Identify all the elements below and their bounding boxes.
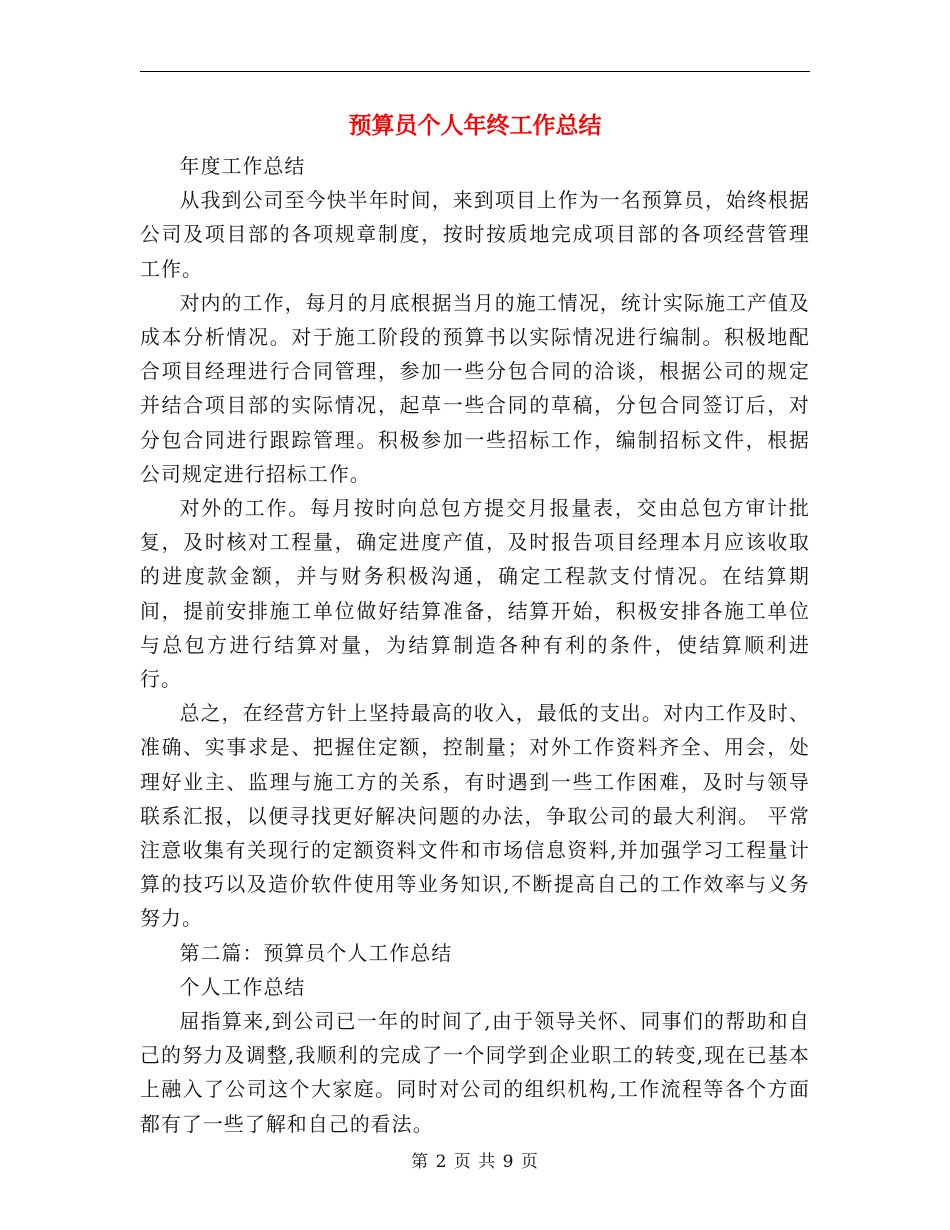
paragraph: 对外的工作。每月按时向总包方提交月报量表，交由总包方审计批复，及时核对工程量，确定进度产值，及时报告项目经理本月应该收取的进度款金额，并与财务积极沟通，确定工程款支付情况。在结算期间，提前安排施工单位做好结算准备，结算开始，积极安排各施工单位与总包方进行结算对量，为结算制造各种有利的条件，使结算顺利进行。 bbox=[140, 497, 810, 692]
document-body bbox=[140, 150, 810, 1142]
page-number-footer: 第 2 页 共 9 页 bbox=[411, 1152, 539, 1172]
paragraph: 从我到公司至今快半年时间，来到项目上作为一名预算员，始终根据公司及项目部的各项规章制度，按时按质地完成项目部的各项经营管理工作。 bbox=[140, 189, 810, 281]
paragraph: 屈指算来,到公司已一年的时间了,由于领导关怀、同事们的帮助和自己的努力及调整,我顺利的完成了一个同学到企业职工的转变,现在已基本上融入了公司这个大家庭。同时对公司的组织机构,工作流程等各个方面都有了一些了解和自己的看法。 bbox=[140, 1010, 810, 1136]
header-rule bbox=[140, 71, 810, 72]
paragraph: 第二篇：预算员个人工作总结 bbox=[179, 941, 453, 965]
document-title: 预算员个人年终工作总结 bbox=[348, 112, 602, 139]
paragraph: 个人工作总结 bbox=[179, 975, 306, 999]
paragraph: 年度工作总结 bbox=[179, 155, 306, 178]
paragraph: 总之，在经营方针上坚持最高的收入，最低的支出。对内工作及时、准确、实事求是、把握住定额，控制量；对外工作资料齐全、用会，处理好业主、监理与施工方的关系，有时遇到一些工作困难，及时与领导联系汇报，以便寻找更好解决问题的办法，争取公司的最大利润。 平常注意收集有关现行的定额资料文件和市场信息资料,并加强学习工程量计算的技巧以及造价软件使用等业务知识,不断提高自己的工作效率与义务努力。 bbox=[140, 702, 810, 931]
paragraph: 对内的工作，每月的月底根据当月的施工情况，统计实际施工产值及成本分析情况。对于施工阶段的预算书以实际情况进行编制。积极地配合项目经理进行合同管理，参加一些分包合同的洽谈，根据公司的规定并结合项目部的实际情况，起草一些合同的草稿，分包合同签订后，对分包合同进行跟踪管理。积极参加一些招标工作，编制招标文件，根据公司规定进行招标工作。 bbox=[140, 291, 810, 486]
